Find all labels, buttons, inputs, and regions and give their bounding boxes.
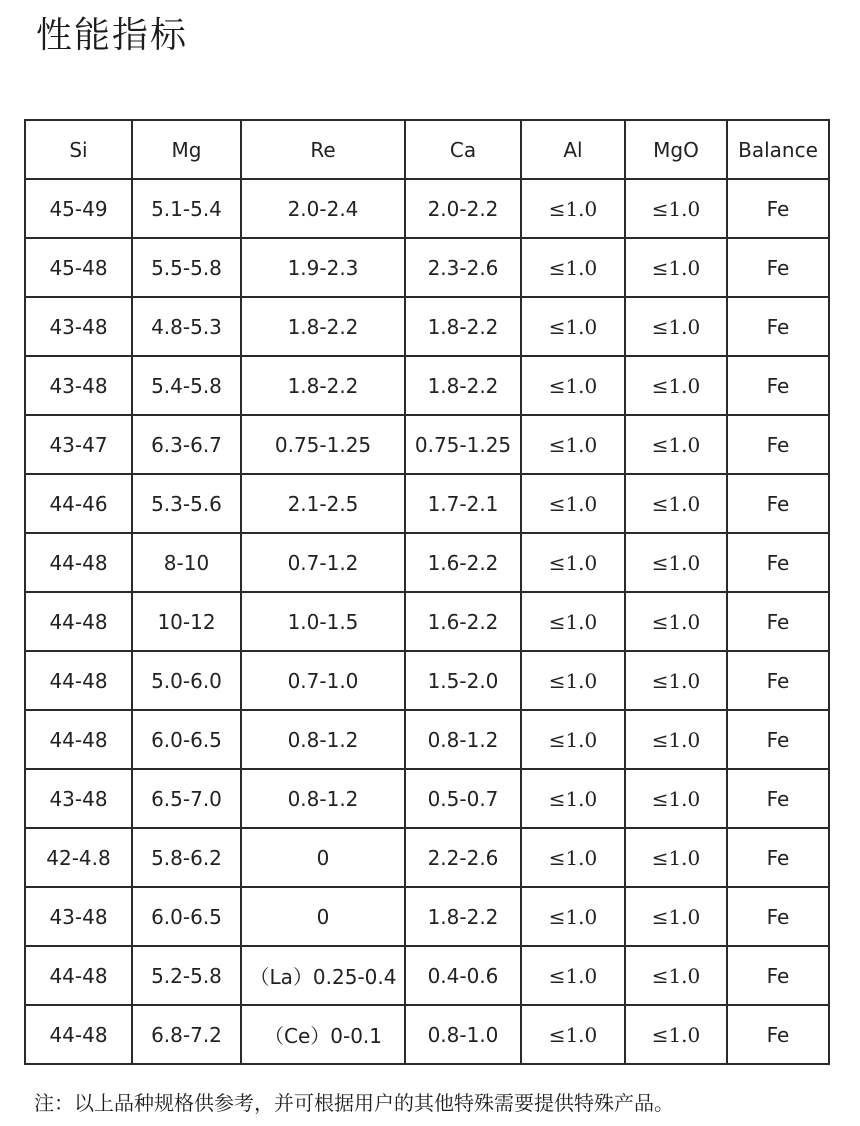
cell-mg: 6.8-7.2 [132, 1005, 241, 1064]
cell-mg: 6.3-6.7 [132, 415, 241, 474]
cell-si: 44-46 [25, 474, 132, 533]
cell-ca: 2.0-2.2 [405, 179, 521, 238]
cell-si: 42-4.8 [25, 828, 132, 887]
table-row [25, 710, 829, 769]
cell-mg: 5.2-5.8 [132, 946, 241, 1005]
spec-table [24, 119, 830, 1065]
cell-balance: Fe [727, 946, 829, 1005]
cell-ca: 2.3-2.6 [405, 238, 521, 297]
cell-ca: 1.7-2.1 [405, 474, 521, 533]
cell-mg: 5.1-5.4 [132, 179, 241, 238]
cell-si: 45-48 [25, 238, 132, 297]
cell-al: ≤1.0 [521, 533, 625, 592]
cell-mg: 6.5-7.0 [132, 769, 241, 828]
cell-ca: 0.8-1.0 [405, 1005, 521, 1064]
cell-balance: Fe [727, 474, 829, 533]
cell-al: ≤1.0 [521, 769, 625, 828]
table-row [25, 887, 829, 946]
table-header-row [25, 120, 829, 179]
table-row [25, 297, 829, 356]
cell-al: ≤1.0 [521, 297, 625, 356]
cell-mg: 8-10 [132, 533, 241, 592]
cell-si: 44-48 [25, 710, 132, 769]
cell-al: ≤1.0 [521, 946, 625, 1005]
cell-al: ≤1.0 [521, 887, 625, 946]
cell-mgo: ≤1.0 [625, 828, 727, 887]
cell-al: ≤1.0 [521, 828, 625, 887]
cell-re: （La）0.25-0.4 [241, 946, 405, 1005]
cell-balance: Fe [727, 297, 829, 356]
page-title: 性能指标 [36, 15, 189, 56]
cell-ca: 2.2-2.6 [405, 828, 521, 887]
cell-ca: 0.4-0.6 [405, 946, 521, 1005]
cell-al: ≤1.0 [521, 710, 625, 769]
table-row [25, 238, 829, 297]
cell-mg: 4.8-5.3 [132, 297, 241, 356]
cell-re: 0 [241, 887, 405, 946]
cell-balance: Fe [727, 1005, 829, 1064]
table-row [25, 592, 829, 651]
cell-si: 44-48 [25, 946, 132, 1005]
table-row [25, 474, 829, 533]
cell-re: 0.8-1.2 [241, 769, 405, 828]
header-mgo: MgO [625, 120, 727, 179]
cell-al: ≤1.0 [521, 179, 625, 238]
cell-ca: 0.8-1.2 [405, 710, 521, 769]
cell-re: 0 [241, 828, 405, 887]
cell-re: 1.9-2.3 [241, 238, 405, 297]
cell-ca: 0.75-1.25 [405, 415, 521, 474]
cell-mgo: ≤1.0 [625, 356, 727, 415]
table-row [25, 415, 829, 474]
header-balance: Balance [727, 120, 829, 179]
cell-al: ≤1.0 [521, 474, 625, 533]
cell-re: 0.8-1.2 [241, 710, 405, 769]
table-row [25, 946, 829, 1005]
table-body [25, 179, 829, 1064]
cell-mg: 5.8-6.2 [132, 828, 241, 887]
cell-balance: Fe [727, 769, 829, 828]
cell-al: ≤1.0 [521, 356, 625, 415]
cell-balance: Fe [727, 238, 829, 297]
cell-si: 45-49 [25, 179, 132, 238]
cell-ca: 1.8-2.2 [405, 887, 521, 946]
cell-mgo: ≤1.0 [625, 710, 727, 769]
cell-balance: Fe [727, 710, 829, 769]
cell-re: （Ce）0-0.1 [241, 1005, 405, 1064]
table-row [25, 533, 829, 592]
cell-mgo: ≤1.0 [625, 769, 727, 828]
cell-si: 43-48 [25, 297, 132, 356]
cell-mg: 5.0-6.0 [132, 651, 241, 710]
cell-re: 2.0-2.4 [241, 179, 405, 238]
cell-mgo: ≤1.0 [625, 1005, 727, 1064]
cell-ca: 1.8-2.2 [405, 297, 521, 356]
cell-mgo: ≤1.0 [625, 651, 727, 710]
cell-mgo: ≤1.0 [625, 238, 727, 297]
cell-al: ≤1.0 [521, 238, 625, 297]
cell-mgo: ≤1.0 [625, 887, 727, 946]
table-row [25, 651, 829, 710]
cell-balance: Fe [727, 533, 829, 592]
header-mg: Mg [132, 120, 241, 179]
header-re: Re [241, 120, 405, 179]
cell-balance: Fe [727, 415, 829, 474]
cell-al: ≤1.0 [521, 1005, 625, 1064]
cell-re: 1.8-2.2 [241, 297, 405, 356]
header-ca: Ca [405, 120, 521, 179]
header-al: Al [521, 120, 625, 179]
cell-si: 43-47 [25, 415, 132, 474]
cell-mgo: ≤1.0 [625, 415, 727, 474]
cell-mg: 10-12 [132, 592, 241, 651]
cell-si: 44-48 [25, 651, 132, 710]
cell-al: ≤1.0 [521, 651, 625, 710]
table-row [25, 1005, 829, 1064]
cell-re: 2.1-2.5 [241, 474, 405, 533]
cell-balance: Fe [727, 887, 829, 946]
cell-si: 44-48 [25, 533, 132, 592]
cell-al: ≤1.0 [521, 592, 625, 651]
table-row [25, 828, 829, 887]
cell-ca: 0.5-0.7 [405, 769, 521, 828]
cell-mgo: ≤1.0 [625, 533, 727, 592]
cell-ca: 1.5-2.0 [405, 651, 521, 710]
cell-balance: Fe [727, 356, 829, 415]
cell-si: 43-48 [25, 887, 132, 946]
cell-balance: Fe [727, 828, 829, 887]
cell-ca: 1.8-2.2 [405, 356, 521, 415]
cell-mgo: ≤1.0 [625, 297, 727, 356]
cell-mg: 5.3-5.6 [132, 474, 241, 533]
cell-re: 1.8-2.2 [241, 356, 405, 415]
cell-ca: 1.6-2.2 [405, 533, 521, 592]
cell-re: 0.7-1.0 [241, 651, 405, 710]
table-row [25, 356, 829, 415]
header-si: Si [25, 120, 132, 179]
cell-mg: 6.0-6.5 [132, 887, 241, 946]
cell-si: 43-48 [25, 769, 132, 828]
cell-mgo: ≤1.0 [625, 474, 727, 533]
cell-re: 0.7-1.2 [241, 533, 405, 592]
table-row [25, 769, 829, 828]
cell-balance: Fe [727, 651, 829, 710]
cell-mgo: ≤1.0 [625, 592, 727, 651]
cell-mg: 5.4-5.8 [132, 356, 241, 415]
cell-al: ≤1.0 [521, 415, 625, 474]
cell-mgo: ≤1.0 [625, 946, 727, 1005]
cell-si: 44-48 [25, 592, 132, 651]
cell-mg: 6.0-6.5 [132, 710, 241, 769]
cell-ca: 1.6-2.2 [405, 592, 521, 651]
cell-re: 0.75-1.25 [241, 415, 405, 474]
cell-si: 44-48 [25, 1005, 132, 1064]
cell-balance: Fe [727, 592, 829, 651]
cell-mgo: ≤1.0 [625, 179, 727, 238]
cell-re: 1.0-1.5 [241, 592, 405, 651]
footnote: 注：以上品种规格供参考，并可根据用户的其他特殊需要提供特殊产品。 [34, 1091, 674, 1115]
cell-balance: Fe [727, 179, 829, 238]
cell-si: 43-48 [25, 356, 132, 415]
table-row [25, 179, 829, 238]
cell-mg: 5.5-5.8 [132, 238, 241, 297]
